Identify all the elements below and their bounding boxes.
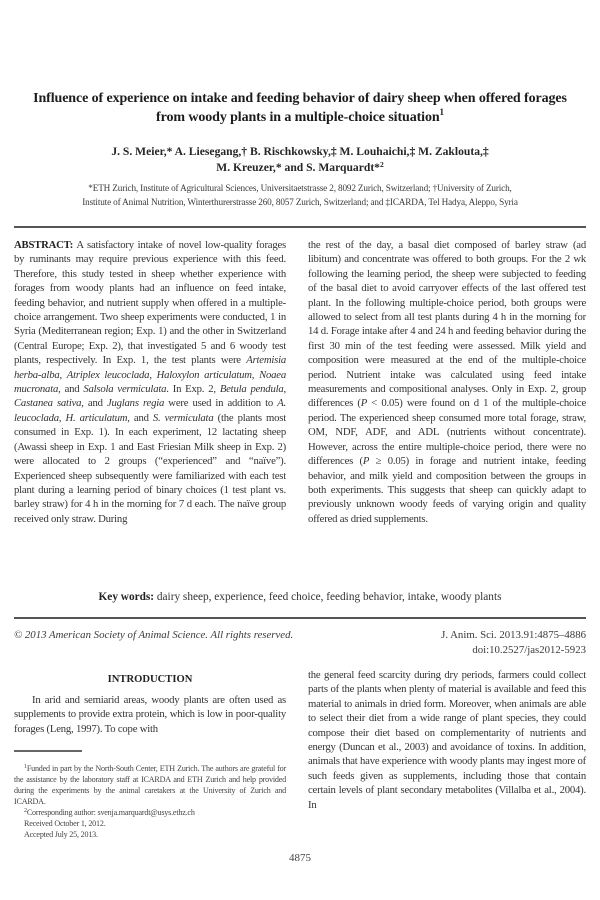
species-name: Artemisia herba-alba bbox=[14, 354, 286, 381]
abstract-text: , bbox=[59, 368, 67, 381]
p-value-symbol: P bbox=[360, 397, 368, 410]
corresponding-footnote-mark: 2 bbox=[379, 159, 384, 169]
abstract-text: . In Exp. 2, bbox=[166, 383, 220, 396]
authors-line-2-text: M. Kreuzer,* and S. Marquardt* bbox=[216, 160, 380, 174]
abstract-label: ABSTRACT: bbox=[14, 239, 74, 251]
article-title-text: Influence of experience on intake and feeding behavior of dairy sheep when offered forages from woody plants in a multiple-choice situation bbox=[33, 91, 567, 125]
footnote-2 bbox=[14, 807, 286, 818]
accepted-date: Accepted July 25, 2013. bbox=[24, 830, 98, 839]
footnotes bbox=[14, 763, 286, 840]
introduction-paragraph: In arid and semiarid areas, woody plants are often used as supplements to provide extra protein, which is low in poor-quality forages (Leng, 1997). To cope with bbox=[14, 694, 286, 735]
abstract-text: , and bbox=[81, 397, 107, 410]
abstract-left-column bbox=[14, 238, 286, 526]
introduction-paragraph-continued: the general feed scarcity during dry periods, farmers could collect parts of the plants when plenty of material is available and feed this material to animals in dried form. Moreover, when animals are able to select their diet from a wide range of plant species, they could compose their diet based on complementarity of nutrients and energy (Duncan et al., 2003) and avoidance of toxins. In addition, animals that have experience with woody plants may ingest more of such feeds given as supplements, including those that contain certain levels of plant secondary metabolites (Villalba et al., 2004). In bbox=[308, 669, 586, 811]
authors-line-2 bbox=[20, 160, 580, 176]
species-name: Juglans regia bbox=[106, 397, 165, 410]
abstract-text: (the plants most consumed in Exp. 1). In each experiment, 12 lactating sheep (Awassi sheep in Exp. 1 and East Friesian Milk sheep in Exp. 2) were allocated to 2 groups (“experienced” and “naïve”). Experienced sheep subsequently were familiarized with each test plant during a learning period of binary choices (1 test plant vs. barley straw) for 4 h in the morning for 7 d each. The naïve group received only straw. During bbox=[14, 411, 287, 525]
p-value-symbol: P bbox=[362, 455, 370, 468]
abstract-text: , bbox=[58, 411, 66, 424]
species-name: Betula pendula bbox=[219, 383, 284, 396]
header-divider bbox=[14, 226, 586, 228]
affiliations bbox=[8, 181, 592, 209]
author-list bbox=[20, 144, 580, 175]
journal-citation bbox=[441, 628, 586, 658]
species-name: A. leucoclada bbox=[14, 397, 286, 424]
abstract-text: , and bbox=[58, 383, 84, 396]
article-title bbox=[20, 89, 580, 127]
affiliation-line-1: *ETH Zurich, Institute of Agricultural Sciences, Universitaetstrasse 2, 8092 Zurich, Switzerland; †University of Zurich, bbox=[88, 183, 512, 193]
copyright-notice: © 2013 American Society of Animal Science. All rights reserved. bbox=[14, 629, 294, 641]
keywords bbox=[14, 590, 586, 605]
footnote-divider bbox=[14, 750, 82, 752]
keywords-label: Key words: bbox=[98, 591, 155, 603]
footnote-1 bbox=[14, 763, 286, 807]
keywords-divider bbox=[14, 617, 586, 619]
affiliation-line-2: Institute of Animal Nutrition, Winterthurerstrasse 260, 8057 Zurich, Switzerland; and ‡ICARDA, Tel Hadya, Aleppo, Syria bbox=[82, 197, 518, 207]
abstract-text: , bbox=[149, 368, 157, 381]
citation-line: J. Anim. Sci. 2013.91:4875–4886 bbox=[441, 629, 586, 641]
footnote-1-text: Funded in part by the North-South Center, ETH Zurich. The authors are grateful for the assistance by the laboratory staff at ICARDA and ETH Zurich and help provided during the experiments by the animal caretakers at the University of Zurich and ICARDA. bbox=[14, 764, 286, 806]
authors-line-1: J. S. Meier,* A. Liesegang,† B. Rischkowsky,‡ M. Louhaichi,‡ M. Zaklouta,‡ bbox=[111, 145, 489, 158]
species-name: Castanea sativa bbox=[14, 397, 82, 410]
page-number: 4875 bbox=[289, 852, 311, 864]
keywords-text: dairy sheep, experience, feed choice, feeding behavior, intake, woody plants bbox=[154, 591, 502, 603]
species-name: Haloxylon articulatum bbox=[156, 368, 252, 381]
abstract-text: the rest of the day, a basal diet composed of barley straw (ad libitum) and concentrate was offered to both groups. For the 2 wk following the learning period, the sheep were subjected to feeding of the basal diet to avoid carryover effects of the last offered test plant. In the following multiple-choice period, both groups were allowed to select from all test plants during 4 h in the morning for 14 d. Forage intake after 4 and 24 h and feeding behavior during the first 30 min of the test feeding were assessed. Milk yield and composition were measured at the end of the multiple-choice period. Nutrient intake was calculated using feed intake measurements and compositional analyses. Only in Exp. 2, group differences ( bbox=[308, 239, 586, 410]
introduction-right-column bbox=[308, 668, 586, 812]
species-name: Noaea mucronata bbox=[14, 368, 286, 396]
footnote-2-mark: 2 bbox=[24, 808, 27, 814]
abstract-text: ≥ 0.05) in forage and nutrient intake, feeding behavior, and milk yield and composition between the groups in both experiments. This suggests that sheep can quickly adapt to previously unknown woody feeds of varying origin and quality offered as dried supplements. bbox=[308, 455, 587, 525]
corresponding-author-email[interactable]: Corresponding author: svenja.marquardt@usys.ethz.ch bbox=[26, 808, 195, 817]
abstract-text: were used in addition to bbox=[164, 397, 278, 410]
abstract-text: , bbox=[251, 368, 260, 381]
introduction-left-column bbox=[14, 693, 286, 736]
abstract-text: , and bbox=[127, 411, 153, 424]
abstract-text: , bbox=[283, 383, 286, 396]
species-name: H. articulatum bbox=[65, 411, 128, 424]
abstract-right-column bbox=[308, 238, 586, 526]
species-name: Salsola vermiculata bbox=[83, 383, 167, 396]
doi-link[interactable]: doi:10.2527/jas2012-5923 bbox=[472, 644, 586, 656]
species-name: S. vermiculata bbox=[152, 411, 214, 424]
introduction-heading: INTRODUCTION bbox=[107, 674, 193, 685]
abstract-text: A satisfactory intake of novel low-quality forages by ruminants may require previous experience with this feed. Therefore, this study tested in sheep whether experience with forages from woody plants had an influence on feed intake, feeding behavior, and nutrient supply when offered in a multiple-choice arrangement. Two sheep experiments were conducted, 1 in Syria (Mediterranean region; Exp. 1) and the other in Switzerland (Central Europe; Exp. 2), that investigated 5 and 6 woody test plants, respectively. In Exp. 1, the test plants were bbox=[14, 239, 286, 367]
title-footnote-mark: 1 bbox=[439, 107, 444, 117]
received-date: Received October 1, 2012. bbox=[24, 819, 106, 828]
abstract-text: < 0.05) were found on d 1 of the multiple-choice period. The experienced sheep consumed more total forage, straw, OM, NDF, ADF, and ADL (nutrients without concentrate). However, across the entire multiple-choice period, there were no differences ( bbox=[308, 397, 587, 468]
species-name: Atriplex leucoclada bbox=[66, 368, 150, 381]
footnote-1-mark: 1 bbox=[24, 764, 27, 770]
